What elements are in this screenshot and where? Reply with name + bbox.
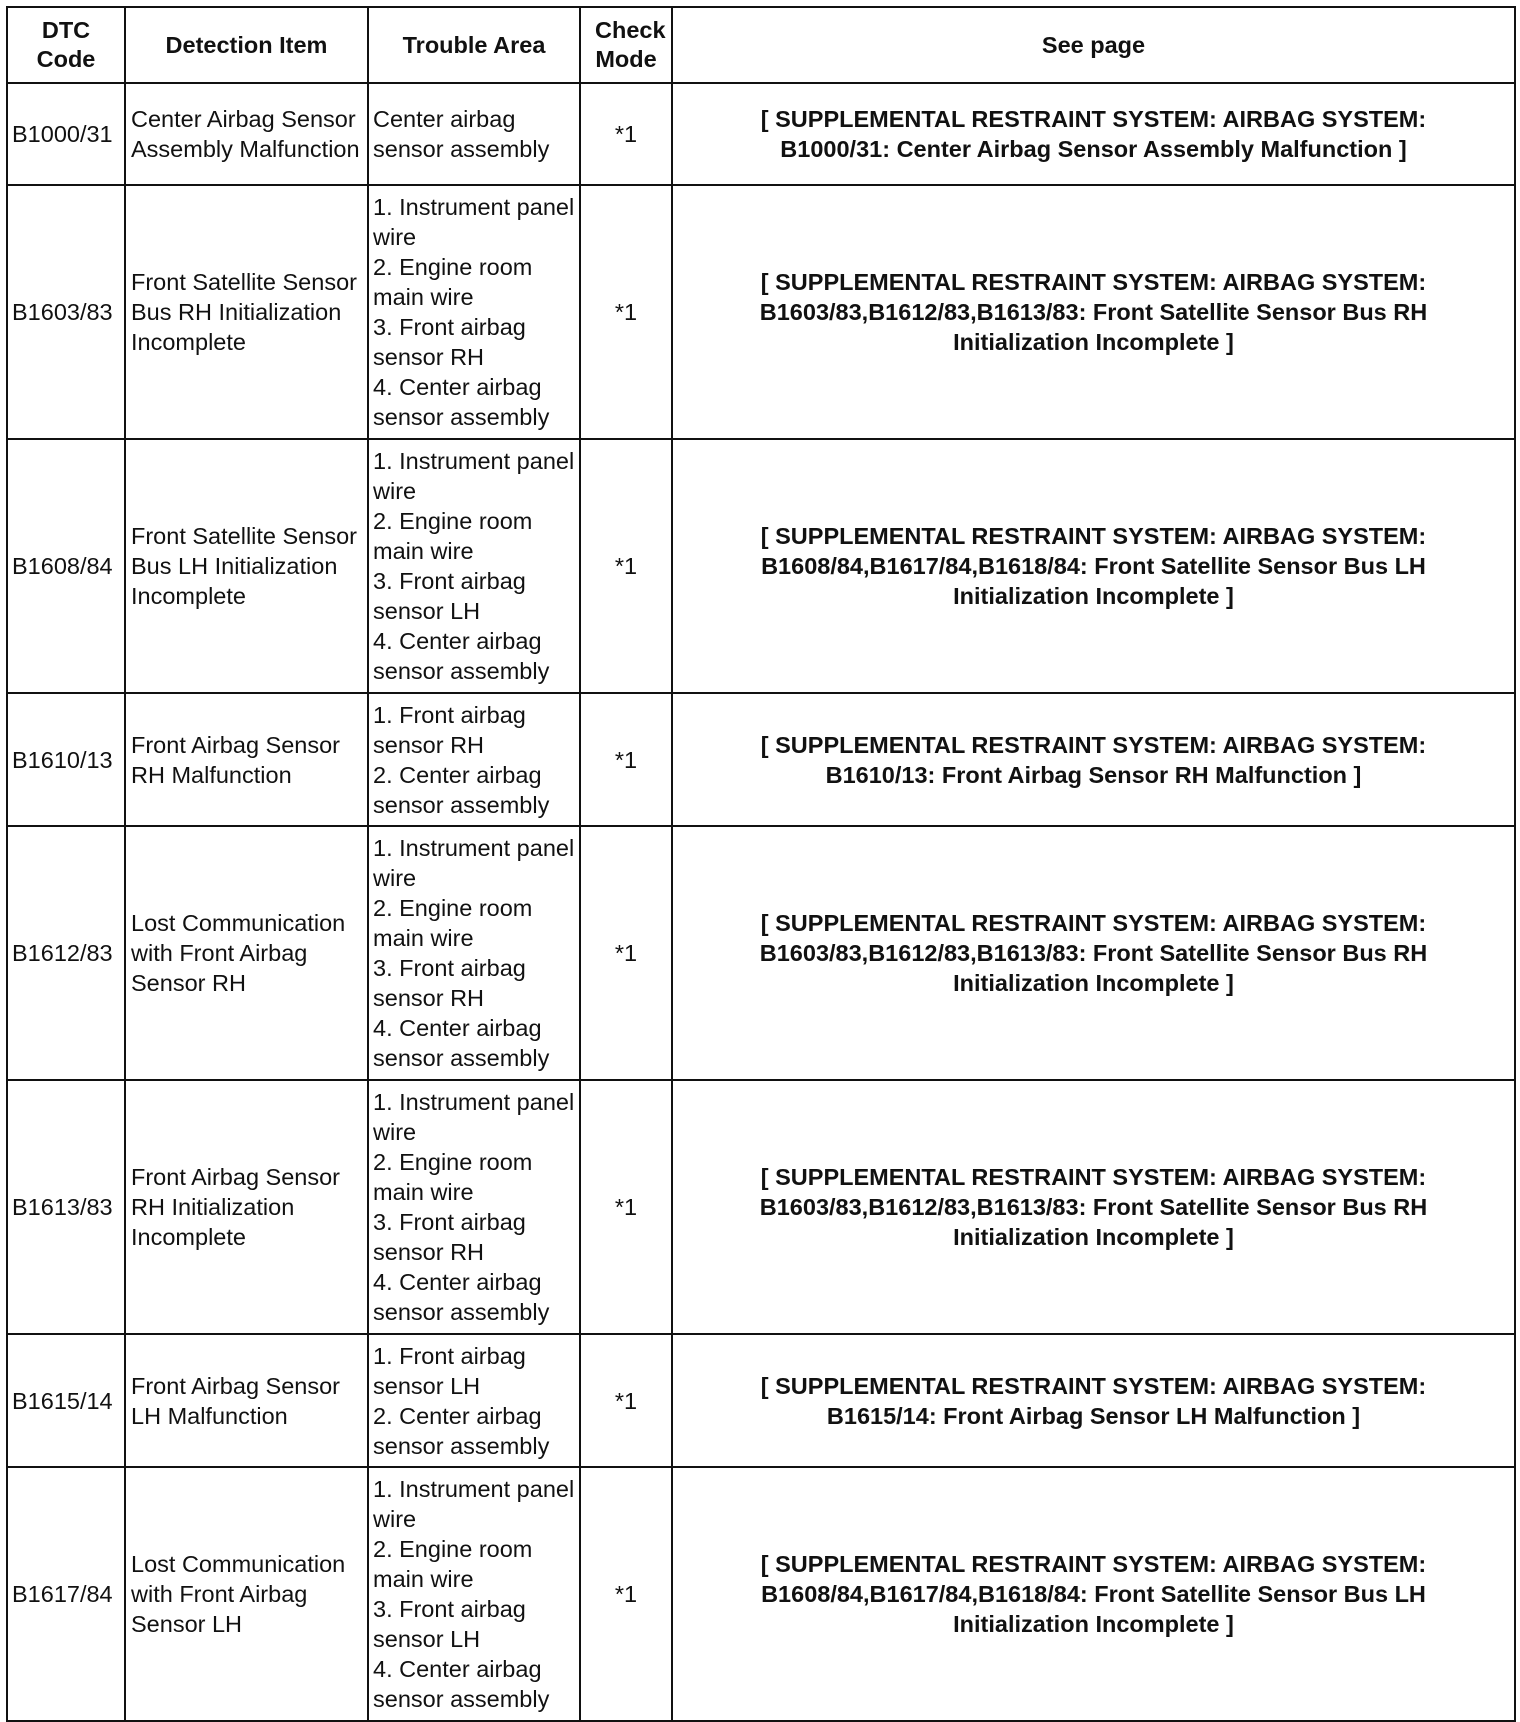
dtc-code-cell: B1608/84 xyxy=(7,439,125,693)
trouble-area-line: 1. Instrument panel wire xyxy=(373,1089,575,1145)
check-mode-cell: *1 xyxy=(580,185,672,439)
dtc-code-cell: B1613/83 xyxy=(7,1080,125,1334)
table-row xyxy=(7,439,1515,693)
trouble-area-line: 1. Front airbag sensor RH xyxy=(373,701,526,758)
trouble-area-cell xyxy=(368,185,580,439)
trouble-area-line: 3. Front airbag sensor RH xyxy=(373,955,526,1011)
trouble-area-line: 1. Instrument panel wire xyxy=(373,448,575,504)
table-row xyxy=(7,185,1515,439)
trouble-area-line: 4. Center airbag sensor assembly xyxy=(373,628,550,684)
header-check-mode: Check Mode xyxy=(580,7,672,83)
check-mode-cell: *1 xyxy=(580,826,672,1080)
header-dtc-code: DTC Code xyxy=(7,7,125,83)
trouble-area-line: 4. Center airbag sensor assembly xyxy=(373,1015,550,1071)
trouble-area-cell xyxy=(368,1467,580,1721)
trouble-area-line: 4. Center airbag sensor assembly xyxy=(373,1269,550,1325)
detection-item-cell: Front Satellite Sensor Bus LH Initialization Incomplete xyxy=(125,439,368,693)
dtc-code-cell: B1610/13 xyxy=(7,693,125,826)
trouble-area-line: 2. Engine room main wire xyxy=(373,508,533,564)
header-trouble-area: Trouble Area xyxy=(368,7,580,83)
trouble-area-line: 1. Front airbag sensor LH xyxy=(373,1342,526,1399)
trouble-area-line: 3. Front airbag sensor LH xyxy=(373,1596,526,1652)
detection-item-cell: Front Airbag Sensor LH Malfunction xyxy=(125,1334,368,1467)
see-page-link[interactable]: [ SUPPLEMENTAL RESTRAINT SYSTEM: AIRBAG SYSTEM: B1603/83,B1612/83,B1613/83: Front Satellite Sensor Bus RH Initialization Incomplete ] xyxy=(672,826,1515,1080)
trouble-area-line: 2. Center airbag sensor assembly xyxy=(373,761,550,818)
see-page-link[interactable]: [ SUPPLEMENTAL RESTRAINT SYSTEM: AIRBAG SYSTEM: B1000/31: Center Airbag Sensor Assembly Malfunction ] xyxy=(672,83,1515,185)
trouble-area-line: 1. Instrument panel wire xyxy=(373,1476,575,1532)
trouble-area-cell xyxy=(368,83,580,185)
see-page-link[interactable]: [ SUPPLEMENTAL RESTRAINT SYSTEM: AIRBAG SYSTEM: B1608/84,B1617/84,B1618/84: Front Satellite Sensor Bus LH Initialization Incomplete ] xyxy=(672,1467,1515,1721)
header-detection-item: Detection Item xyxy=(125,7,368,83)
see-page-link[interactable]: [ SUPPLEMENTAL RESTRAINT SYSTEM: AIRBAG SYSTEM: B1603/83,B1612/83,B1613/83: Front Satellite Sensor Bus RH Initialization Incomplete ] xyxy=(672,185,1515,439)
dtc-code-cell: B1617/84 xyxy=(7,1467,125,1721)
trouble-area-cell xyxy=(368,439,580,693)
detection-item-cell: Center Airbag Sensor Assembly Malfunction xyxy=(125,83,368,185)
detection-item-cell: Lost Communication with Front Airbag Sensor RH xyxy=(125,826,368,1080)
table-row xyxy=(7,83,1515,185)
trouble-area-line: 3. Front airbag sensor LH xyxy=(373,568,526,624)
trouble-area-line: 2. Engine room main wire xyxy=(373,254,533,310)
check-mode-cell: *1 xyxy=(580,693,672,826)
trouble-area-line: 4. Center airbag sensor assembly xyxy=(373,374,550,430)
trouble-area-line: 3. Front airbag sensor RH xyxy=(373,314,526,370)
trouble-area-line: 2. Engine room main wire xyxy=(373,1536,533,1592)
check-mode-cell: *1 xyxy=(580,439,672,693)
table-row xyxy=(7,1334,1515,1467)
check-mode-cell: *1 xyxy=(580,1467,672,1721)
trouble-area-line: Center airbag sensor assembly xyxy=(373,106,550,162)
trouble-area-line: 2. Engine room main wire xyxy=(373,895,533,951)
see-page-link[interactable]: [ SUPPLEMENTAL RESTRAINT SYSTEM: AIRBAG SYSTEM: B1615/14: Front Airbag Sensor LH Malfunction ] xyxy=(672,1334,1515,1467)
trouble-area-line: 3. Front airbag sensor RH xyxy=(373,1209,526,1265)
table-row xyxy=(7,693,1515,826)
table-row xyxy=(7,826,1515,1080)
dtc-code-cell: B1612/83 xyxy=(7,826,125,1080)
trouble-area-cell xyxy=(368,826,580,1080)
dtc-code-cell: B1603/83 xyxy=(7,185,125,439)
dtc-code-cell: B1615/14 xyxy=(7,1334,125,1467)
table-row xyxy=(7,1467,1515,1721)
detection-item-cell: Lost Communication with Front Airbag Sensor LH xyxy=(125,1467,368,1721)
detection-item-cell: Front Airbag Sensor RH Malfunction xyxy=(125,693,368,826)
trouble-area-cell xyxy=(368,1334,580,1467)
trouble-area-cell xyxy=(368,693,580,826)
check-mode-cell: *1 xyxy=(580,83,672,185)
dtc-table xyxy=(6,6,1516,1722)
trouble-area-line: 4. Center airbag sensor assembly xyxy=(373,1656,550,1712)
detection-item-cell: Front Satellite Sensor Bus RH Initialization Incomplete xyxy=(125,185,368,439)
see-page-link[interactable]: [ SUPPLEMENTAL RESTRAINT SYSTEM: AIRBAG SYSTEM: B1603/83,B1612/83,B1613/83: Front Satellite Sensor Bus RH Initialization Incomplete ] xyxy=(672,1080,1515,1334)
see-page-link[interactable]: [ SUPPLEMENTAL RESTRAINT SYSTEM: AIRBAG SYSTEM: B1610/13: Front Airbag Sensor RH Malfunction ] xyxy=(672,693,1515,826)
trouble-area-line: 2. Engine room main wire xyxy=(373,1149,533,1205)
dtc-code-cell: B1000/31 xyxy=(7,83,125,185)
table-row xyxy=(7,1080,1515,1334)
trouble-area-line: 2. Center airbag sensor assembly xyxy=(373,1402,550,1459)
see-page-link[interactable]: [ SUPPLEMENTAL RESTRAINT SYSTEM: AIRBAG SYSTEM: B1608/84,B1617/84,B1618/84: Front Satellite Sensor Bus LH Initialization Incomplete ] xyxy=(672,439,1515,693)
check-mode-cell: *1 xyxy=(580,1080,672,1334)
trouble-area-line: 1. Instrument panel wire xyxy=(373,835,575,891)
trouble-area-cell xyxy=(368,1080,580,1334)
check-mode-cell: *1 xyxy=(580,1334,672,1467)
trouble-area-line: 1. Instrument panel wire xyxy=(373,194,575,250)
header-row xyxy=(7,7,1515,83)
header-see-page: See page xyxy=(672,7,1515,83)
detection-item-cell: Front Airbag Sensor RH Initialization Incomplete xyxy=(125,1080,368,1334)
